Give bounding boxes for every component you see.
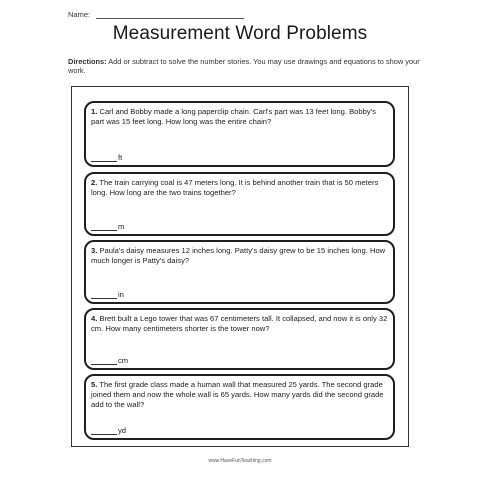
problem-card-4 [84, 308, 395, 370]
directions [68, 57, 420, 75]
answer-line-5 [91, 426, 126, 435]
problem-card-2 [84, 172, 395, 236]
answer-unit: in [118, 290, 124, 299]
name-field-row [68, 10, 244, 19]
problem-card-5 [84, 374, 395, 440]
problem-body: Paula's daisy measures 12 inches long. Patty's daisy grew to be 15 inches long. How much longer is Patty's daisy? [91, 246, 386, 265]
directions-text: Add or subtract to solve the number stories. You may use drawings and equations to show your work. [68, 57, 420, 75]
problem-text-1 [91, 107, 389, 127]
problem-text-3 [91, 246, 389, 266]
answer-blank[interactable] [91, 153, 117, 162]
answer-unit: yd [118, 426, 127, 435]
answer-unit: ft [118, 153, 123, 162]
footer-url: www.HaveFunTeaching.com [208, 458, 272, 464]
answer-blank[interactable] [91, 290, 117, 299]
problem-number: 5. [91, 380, 98, 389]
problem-number: 3. [91, 246, 98, 255]
answer-line-3 [91, 290, 124, 299]
problem-body: Brett built a Lego tower that was 67 centimeters tall. It collapsed, and now it is only 32 cm. How many centimeters shorter is the tower now? [91, 314, 388, 333]
name-label: Name: [68, 10, 91, 19]
problem-text-5 [91, 380, 389, 410]
problem-body: Carl and Bobby made a long paperclip chain. Carl's part was 13 feet long. Bobby's part was 15 feet long. How long was the entire chain? [91, 107, 376, 126]
problem-text-4 [91, 314, 389, 334]
answer-line-4 [91, 356, 128, 365]
problem-body: The train carrying coal is 47 meters long. It is behind another train that is 50 meters long. How long are the two trains together? [91, 178, 379, 197]
problem-number: 1. [91, 107, 98, 116]
problem-number: 2. [91, 178, 98, 187]
answer-line-1 [91, 153, 122, 162]
answer-blank[interactable] [91, 356, 117, 365]
answer-line-2 [91, 222, 124, 231]
page-title: Measurement Word Problems [112, 23, 368, 44]
answer-unit: m [118, 222, 125, 231]
problem-card-3 [84, 240, 395, 304]
problem-body: The first grade class made a human wall that measured 25 yards. The second grade joined them and now the whole wall is 65 yards. How many yards did the second grade add to the wall? [91, 380, 384, 409]
problem-text-2 [91, 178, 389, 198]
answer-unit: cm [118, 356, 129, 365]
directions-label: Directions: [68, 57, 107, 66]
problem-card-1 [84, 101, 395, 167]
answer-blank[interactable] [91, 222, 117, 231]
answer-blank[interactable] [91, 426, 117, 435]
name-blank-line [96, 10, 244, 19]
problem-number: 4. [91, 314, 98, 323]
